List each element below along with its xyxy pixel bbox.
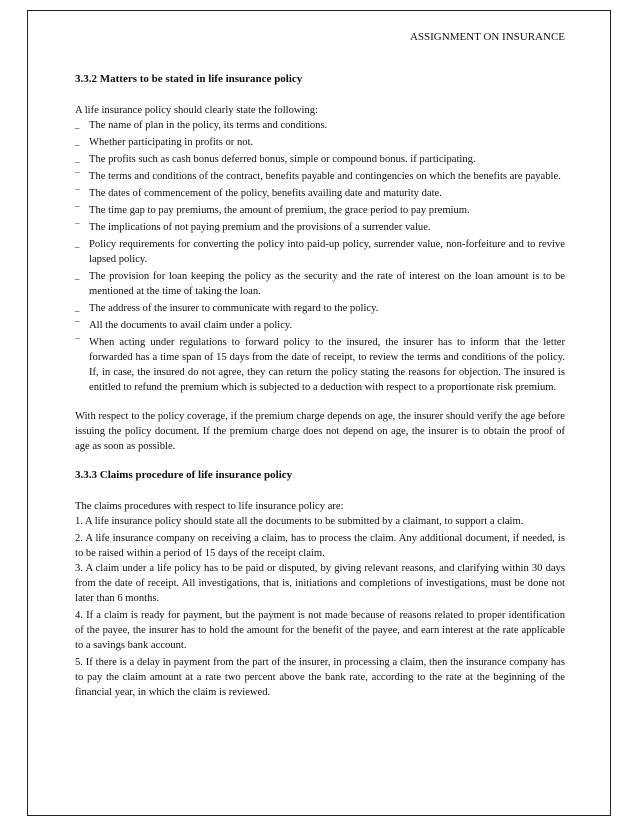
bullet-marker: ¯ bbox=[75, 222, 80, 232]
bullet-text: The implications of not paying premium and the provisions of a surrender value. bbox=[89, 222, 431, 233]
bullet-item bbox=[75, 118, 565, 133]
bullet-text: The terms and conditions of the contract, benefits payable and contingencies on which the benefits are payable. bbox=[89, 171, 561, 182]
section-heading-claims: 3.3.3 Claims procedure of life insurance policy bbox=[75, 469, 293, 481]
bullet-marker: _ bbox=[75, 271, 80, 281]
bullet-item bbox=[75, 203, 565, 218]
numbered-item: 4. If a claim is ready for payment, but the payment is not made because of reasons related to proper identification of the payee, the insurer has to hold the amount for the benefit of the payee, and earn interest at the rate applicable to a savings bank account. bbox=[75, 610, 565, 651]
section-intro: A life insurance policy should clearly state the following: bbox=[75, 105, 319, 116]
numbered-item: 2. A life insurance company on receiving a claim, has to process the claim. Any additional document, if needed, is to be raised within a period of 15 days of the receipt claim. bbox=[75, 533, 565, 559]
bullet-marker: ¯ bbox=[75, 171, 80, 181]
bullet-text: When acting under regulations to forward policy to the insured, the insurer has to inform that the letter forwarded has a time span of 15 days from the date of receipt, to review the terms and conditions of the policy. If, in case, the insured do not agree, they can return the policy stating the reasons for objection. The insured is entitled to refund the premium which is subjected to a deduction with respect to a proportionate risk premium. bbox=[89, 337, 565, 393]
bullet-marker: ¯ bbox=[75, 337, 80, 347]
bullet-item bbox=[75, 301, 565, 316]
bullet-item bbox=[75, 169, 565, 184]
bullet-text: The time gap to pay premiums, the amount of premium, the grace period to pay premium. bbox=[89, 205, 470, 216]
bullet-marker: ¯ bbox=[75, 205, 80, 215]
bullet-marker: _ bbox=[75, 303, 80, 313]
bullet-marker: ¯ bbox=[75, 320, 80, 330]
bullet-item bbox=[75, 237, 565, 267]
bullet-text: All the documents to avail claim under a policy. bbox=[89, 320, 293, 331]
bullet-item bbox=[75, 318, 565, 333]
age-verification-paragraph: With respect to the policy coverage, if the premium charge depends on age, the insurer should verify the age before issuing the policy document. If the premium charge does not depend on age, the insurer is to obtain the proof of age as soon as possible. bbox=[75, 411, 565, 452]
page-header: ASSIGNMENT ON INSURANCE bbox=[409, 31, 565, 43]
section-heading-matters: 3.3.2 Matters to be stated in life insurance policy bbox=[75, 73, 303, 85]
document-body bbox=[75, 30, 565, 700]
bullet-item bbox=[75, 335, 565, 395]
numbered-item: 5. If there is a delay in payment from the part of the insurer, in processing a claim, then the insurance company has to pay the claim amount at a rate two percent above the bank rate, according to the rate at the beginning of the financial year, in which the claim is reviewed. bbox=[75, 657, 565, 698]
bullet-marker: _ bbox=[75, 154, 80, 164]
section-intro: The claims procedures with respect to life insurance policy are: bbox=[75, 501, 344, 512]
bullet-text: The profits such as cash bonus deferred bonus, simple or compound bonus. if participating. bbox=[89, 154, 476, 165]
bullet-item bbox=[75, 220, 565, 235]
bullet-item bbox=[75, 269, 565, 299]
bullet-text: The dates of commencement of the policy, benefits availing date and maturity date. bbox=[89, 188, 442, 199]
bullet-list bbox=[75, 118, 565, 395]
bullet-marker: ¯ bbox=[75, 188, 80, 198]
bullet-text: Policy requirements for converting the policy into paid-up policy, surrender value, non-forfeiture and to revive lapsed policy. bbox=[89, 239, 565, 265]
bullet-item bbox=[75, 152, 565, 167]
numbered-item: 3. A claim under a life policy has to be paid or disputed, by giving relevant reasons, and clarifying within 30 days from the date of receipt. All investigations, that is, initiations and completions of investigations, must be done not later than 6 months. bbox=[75, 563, 565, 604]
bullet-text: The provision for loan keeping the policy as the security and the rate of interest on the loan amount is to be mentioned at the time of taking the loan. bbox=[89, 271, 565, 297]
bullet-item bbox=[75, 186, 565, 201]
numbered-item: 1. A life insurance policy should state all the documents to be submitted by a claimant, to support a claim. bbox=[75, 516, 524, 527]
bullet-marker: _ bbox=[75, 120, 80, 130]
bullet-marker: _ bbox=[75, 239, 80, 249]
bullet-text: Whether participating in profits or not. bbox=[89, 137, 254, 148]
bullet-marker: _ bbox=[75, 137, 80, 147]
bullet-item bbox=[75, 135, 565, 150]
bullet-text: The name of plan in the policy, its terms and conditions. bbox=[89, 120, 328, 131]
bullet-text: The address of the insurer to communicate with regard to the policy. bbox=[89, 303, 379, 314]
